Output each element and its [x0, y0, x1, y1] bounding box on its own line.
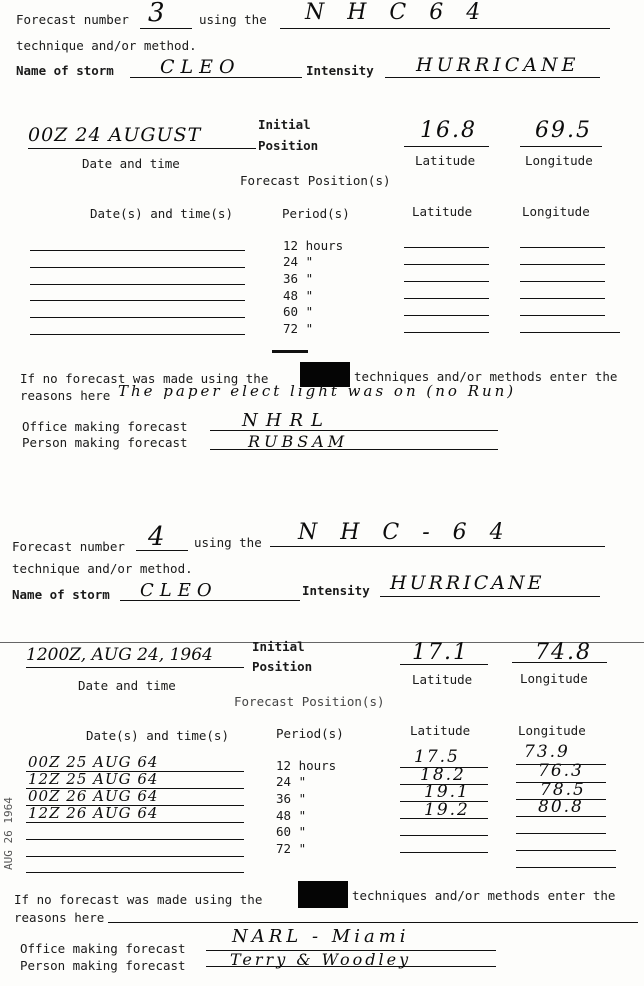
- period-24: 24 ": [283, 254, 314, 269]
- row-line: [516, 799, 606, 800]
- row-line: [520, 315, 605, 316]
- received-date-stamp: AUG 26 1964: [2, 797, 15, 870]
- row-line: [400, 801, 488, 802]
- person-label: Person making forecast: [22, 435, 188, 450]
- intensity-line: [380, 596, 600, 597]
- techniques-enter-label: techniques and/or methods enter the: [352, 888, 616, 903]
- reasons-label: reasons here: [14, 910, 105, 925]
- person-line: [206, 966, 496, 967]
- row-line: [26, 872, 244, 873]
- row-line: [520, 332, 620, 333]
- row-line: [404, 332, 489, 333]
- period-60: 60 ": [283, 304, 314, 319]
- intensity-label: Intensity: [306, 63, 374, 78]
- row-line: [272, 350, 308, 353]
- if-no-forecast-label: If no forecast was made using the: [14, 892, 263, 907]
- period-48: 48 ": [276, 808, 307, 823]
- forecast-number-line: [136, 550, 188, 551]
- technique-label: technique and/or method.: [12, 561, 193, 576]
- forecast-positions-label: Forecast Position(s): [240, 173, 391, 188]
- row-line: [30, 250, 245, 251]
- intensity-label: Intensity: [302, 583, 370, 598]
- periods-header: Period(s): [276, 726, 344, 741]
- row-line: [520, 281, 605, 282]
- row-line: [30, 267, 245, 268]
- row-line: [30, 317, 245, 318]
- row-line: [400, 818, 488, 819]
- person-line: [210, 449, 498, 450]
- method-line: [270, 546, 605, 547]
- method-value: N H C - 6 4: [298, 520, 512, 545]
- row-line: [400, 852, 488, 853]
- row-line: [400, 767, 488, 768]
- initial-lat-line: [404, 146, 489, 147]
- row-line: [404, 298, 489, 299]
- initial-lat-value: 16.8: [420, 118, 477, 143]
- forecast-number-label: Forecast number: [12, 539, 125, 554]
- storm-name-value: CLEO: [160, 56, 241, 78]
- dates-times-header: Date(s) and time(s): [86, 728, 229, 743]
- row-lat-1: 17.5: [414, 747, 460, 767]
- dates-times-header: Date(s) and time(s): [90, 206, 233, 221]
- redaction-block: [298, 881, 348, 908]
- date-time-label: Date and time: [78, 678, 176, 693]
- initial-lon-line: [512, 662, 607, 663]
- forecast-form-3: [0, 0, 644, 470]
- row-lat-2: 18.2: [420, 765, 466, 785]
- person-value: RUBSAM: [248, 432, 349, 451]
- forecast-positions-label: Forecast Position(s): [234, 694, 385, 709]
- initial-datetime-line: [28, 148, 256, 149]
- row-line: [516, 833, 606, 834]
- row-line: [400, 835, 488, 836]
- reasons-label: reasons here: [20, 388, 111, 403]
- method-value: N H C 6 4: [305, 0, 489, 25]
- office-label: Office making forecast: [22, 419, 188, 434]
- initial-datetime-line: [26, 667, 244, 668]
- intensity-value: HURRICANE: [390, 572, 545, 594]
- initial-lon-value: 74.8: [535, 640, 592, 665]
- longitude-header: Longitude: [518, 723, 586, 738]
- row-line: [26, 788, 244, 789]
- row-lon-4: 80.8: [538, 797, 584, 817]
- date-time-label: Date and time: [82, 156, 180, 171]
- storm-name-label: Name of storm: [16, 63, 114, 78]
- row-lat-3: 19.1: [424, 782, 470, 802]
- period-48: 48 ": [283, 288, 314, 303]
- row-line: [516, 782, 606, 783]
- row-lon-2: 76.3: [538, 761, 584, 781]
- office-label: Office making forecast: [20, 941, 186, 956]
- latitude-label: Latitude: [412, 672, 473, 687]
- techniques-enter-label: techniques and/or methods enter the: [354, 369, 618, 384]
- latitude-header: Latitude: [412, 204, 473, 219]
- office-value: NARL - Miami: [232, 926, 410, 947]
- row-date-4: 12Z 26 AUG 64: [28, 804, 159, 822]
- person-label: Person making forecast: [20, 958, 186, 973]
- initial-lat-value: 17.1: [412, 640, 469, 665]
- period-12: 12 hours: [283, 238, 344, 253]
- periods-header: Period(s): [282, 206, 350, 221]
- period-60: 60 ": [276, 824, 307, 839]
- initial-lon-line: [520, 146, 602, 147]
- period-72: 72 ": [276, 841, 307, 856]
- row-line: [516, 867, 616, 868]
- row-line: [26, 771, 244, 772]
- position-label: Position: [258, 138, 319, 153]
- row-line: [516, 850, 616, 851]
- period-24: 24 ": [276, 774, 307, 789]
- reason-value: The paper elect light was on (no Run): [118, 382, 517, 400]
- forecast-number-value: 3: [148, 0, 167, 28]
- row-line: [404, 247, 489, 248]
- initial-datetime-value: 1200Z, AUG 24, 1964: [26, 645, 213, 665]
- period-72: 72 ": [283, 321, 314, 336]
- row-line: [26, 839, 244, 840]
- latitude-label: Latitude: [415, 153, 476, 168]
- initial-lat-line: [400, 664, 488, 665]
- person-value: Terry & Woodley: [230, 950, 412, 969]
- office-value: NHRL: [242, 410, 331, 431]
- using-the-label: using the: [194, 535, 262, 550]
- row-line: [404, 264, 489, 265]
- latitude-header: Latitude: [410, 723, 471, 738]
- longitude-label: Longitude: [525, 153, 593, 168]
- row-line: [516, 816, 606, 817]
- forecast-number-value: 4: [148, 522, 167, 552]
- forecast-number-line: [140, 28, 192, 29]
- row-line: [30, 284, 245, 285]
- row-line: [520, 264, 605, 265]
- forecast-form-4: [0, 470, 644, 986]
- row-line: [400, 784, 488, 785]
- row-line: [26, 805, 244, 806]
- row-lat-4: 19.2: [424, 800, 470, 820]
- position-label: Position: [252, 659, 313, 674]
- intensity-line: [385, 77, 600, 78]
- longitude-label: Longitude: [520, 671, 588, 686]
- forecast-number-label: Forecast number: [16, 12, 129, 27]
- row-line: [404, 315, 489, 316]
- row-line: [516, 764, 606, 765]
- longitude-header: Longitude: [522, 204, 590, 219]
- method-line: [280, 28, 610, 29]
- row-date-3: 00Z 26 AUG 64: [28, 787, 159, 805]
- storm-name-value: CLEO: [140, 580, 218, 601]
- row-line: [520, 298, 605, 299]
- row-line: [520, 247, 605, 248]
- storm-name-line: [120, 600, 300, 601]
- row-lon-1: 73.9: [524, 742, 570, 762]
- row-line: [30, 300, 245, 301]
- storm-name-label: Name of storm: [12, 587, 110, 602]
- if-no-forecast-label: If no forecast was made using the: [20, 371, 269, 386]
- row-lon-3: 78.5: [540, 780, 586, 800]
- initial-label: Initial: [258, 117, 311, 132]
- row-date-1: 00Z 25 AUG 64: [28, 753, 159, 771]
- intensity-value: HURRICANE: [416, 54, 580, 76]
- row-line: [404, 281, 489, 282]
- initial-lon-value: 69.5: [535, 118, 592, 143]
- row-line: [26, 856, 244, 857]
- row-line: [26, 822, 244, 823]
- row-date-2: 12Z 25 AUG 64: [28, 770, 159, 788]
- initial-label: Initial: [252, 639, 305, 654]
- technique-label: technique and/or method.: [16, 38, 197, 53]
- storm-name-line: [130, 77, 302, 78]
- period-36: 36 ": [276, 791, 307, 806]
- office-line: [210, 430, 498, 431]
- period-12: 12 hours: [276, 758, 337, 773]
- row-line: [30, 334, 245, 335]
- period-36: 36 ": [283, 271, 314, 286]
- reasons-line: [108, 922, 638, 923]
- initial-datetime-value: 00Z 24 AUGUST: [28, 124, 202, 146]
- using-the-label: using the: [199, 12, 267, 27]
